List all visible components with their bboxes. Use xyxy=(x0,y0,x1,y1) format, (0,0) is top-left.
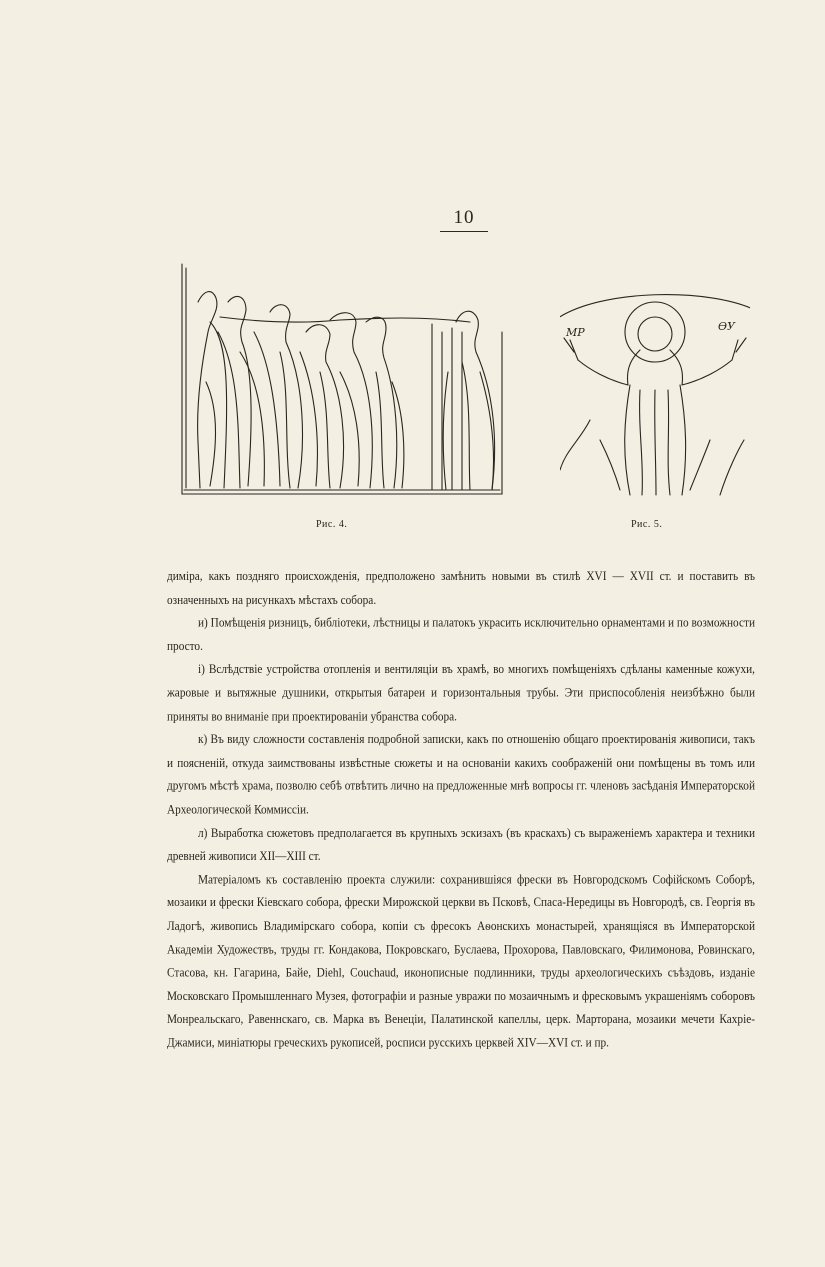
page-number-rule xyxy=(440,231,488,232)
paragraph-1: диміра, какъ поздняго происхожденія, предположено замѣнить новыми въ стилѣ XVI — XVII ст. и поставить въ означенныхъ на рисункахъ мѣстахъ собора. xyxy=(167,570,755,607)
paragraph-6: Матеріаломъ къ составленію проекта служили: сохранившіяся фрески въ Новгородскомъ Софійскомъ Соборѣ, мозаики и фрески Кіевскаго собора, фрески Мирожской церкви въ Псковѣ, Спаса-Нередицы въ Новгородѣ, св. Георгія въ Ладогѣ, живопись Владимірскаго собора, копіи съ фресокъ Аѳонскихъ монастырей, хранящіяся въ Императорской Академіи Художествъ, труды гг. Кондакова, Покровскаго, Буслаева, Прохорова, Павловскаго, Филимонова, Ровинскаго, Стасова, кн. Гагарина, Байе, Diehl, Couchaud, иконописные подлинники, труды археологическихъ съѣздовъ, изданіе Московскаго Промышленнаго Музея, фотографіи и разные увражи по мозаичнымъ и фресковымъ украшеніямъ соборовъ Монреальскаго, Равеннскаго, св. Марка въ Венеціи, Палатинской капеллы, церк. Марторана, мозаики мечети Кахріе-Джамиси, миніатюры греческихъ рукописей, росписи русскихъ церквей XIV—XVI ст. и пр. xyxy=(167,873,755,1050)
inscription-thu: ѲУ xyxy=(718,320,735,333)
figure-5-drawing xyxy=(560,290,750,500)
paragraph-2: и) Помѣщенія ризницъ, библіотеки, лѣстницы и палатокъ украсить исключительно орнаментами и по возможности просто. xyxy=(167,616,755,654)
paragraph-5: л) Выработка сюжетовъ предполагается въ крупныхъ эскизахъ (въ краскахъ) съ выраженіемъ характера и техники древней живописи XII—XIII ст. xyxy=(167,826,755,864)
figure-4-drawing xyxy=(180,262,505,500)
figure-4-caption: Рис. 4. xyxy=(316,519,348,530)
inscription-mr: МР xyxy=(566,326,585,339)
paragraph-3: і) Вслѣдствіе устройства отопленія и вентиляціи въ храмѣ, во многихъ помѣщеніяхъ сдѣланы каменные кожухи, жаровые и вытяжные душники, открытыя батареи и горизонтальныя трубы. Эти приспособленія неизбѣжно были приняты во вниманіе при проектированіи убранства собора. xyxy=(167,663,755,724)
figure-5-caption: Рис. 5. xyxy=(631,519,663,530)
paragraph-4: к) Въ виду сложности составленія подробной записки, какъ по отношенію общаго проектированія живописи, такъ и поясненій, откуда заимствованы извѣстные сюжеты и на основаніи какихъ соображеній они помѣщены въ томъ или другомъ мѣстѣ храма, позволю себѣ отвѣтить лично на предложенные мнѣ вопросы гг. членовъ засѣданія Императорской Археологической Коммиссіи. xyxy=(167,733,755,817)
body-text xyxy=(167,566,755,1056)
page-number: 10 xyxy=(453,207,475,228)
